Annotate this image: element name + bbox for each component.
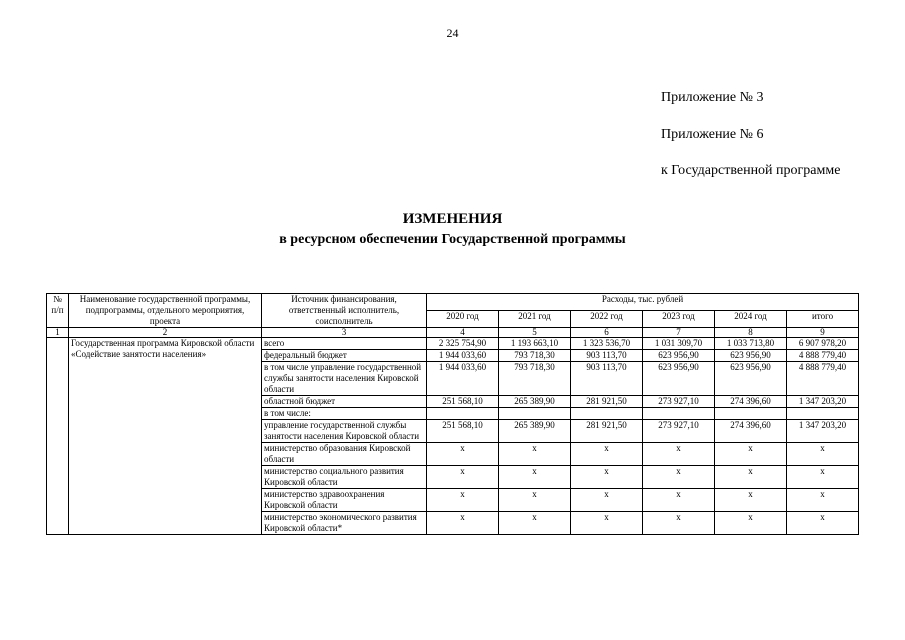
expense-value: 623 956,90: [643, 350, 715, 362]
row-number-cell: [47, 338, 69, 535]
header-year-2022: 2022 год: [571, 311, 643, 328]
funding-source: в том числе управление государственной службы занятости населения Кировской области: [262, 362, 427, 396]
funding-source: федеральный бюджет: [262, 350, 427, 362]
expense-value: х: [427, 512, 499, 535]
expense-value: [787, 408, 859, 420]
document-title: ИЗМЕНЕНИЯ: [402, 211, 503, 227]
expense-value: 903 113,70: [571, 362, 643, 396]
column-number: 9: [787, 328, 859, 338]
expense-value: [571, 408, 643, 420]
column-number: 4: [427, 328, 499, 338]
funding-source: министерство образования Кировской области: [262, 443, 427, 466]
expense-value: х: [643, 489, 715, 512]
expense-value: 1 031 309,70: [643, 338, 715, 350]
expense-value: 1 033 713,80: [715, 338, 787, 350]
expense-value: х: [571, 443, 643, 466]
expense-value: х: [499, 489, 571, 512]
expense-value: х: [427, 489, 499, 512]
funding-source: всего: [262, 338, 427, 350]
expense-value: 623 956,90: [715, 350, 787, 362]
expense-value: х: [427, 466, 499, 489]
expense-value: 274 396,60: [715, 420, 787, 443]
expense-value: х: [499, 466, 571, 489]
expense-value: 251 568,10: [427, 420, 499, 443]
expense-value: 4 888 779,40: [787, 350, 859, 362]
column-number: 3: [262, 328, 427, 338]
expense-value: 1 193 663,10: [499, 338, 571, 350]
expense-value: х: [787, 466, 859, 489]
expense-value: х: [787, 512, 859, 535]
page-number: 24: [446, 26, 459, 40]
expense-value: 1 944 033,60: [427, 362, 499, 396]
expense-value: 793 718,30: [499, 362, 571, 396]
expense-value: 273 927,10: [643, 396, 715, 408]
expense-value: х: [715, 512, 787, 535]
expense-value: 903 113,70: [571, 350, 643, 362]
expense-value: х: [715, 466, 787, 489]
expense-value: [427, 408, 499, 420]
expense-value: х: [787, 443, 859, 466]
expense-value: 265 389,90: [499, 420, 571, 443]
funding-source: областной бюджет: [262, 396, 427, 408]
expense-value: х: [571, 489, 643, 512]
expense-value: х: [787, 489, 859, 512]
expense-value: х: [643, 512, 715, 535]
expense-value: х: [427, 443, 499, 466]
header-name: Наименование государственной программы, подпрограммы, отдельного мероприятия, проекта: [69, 294, 262, 328]
column-number: 8: [715, 328, 787, 338]
funding-source: министерство социального развития Кировской области: [262, 466, 427, 489]
header-year-2021: 2021 год: [499, 311, 571, 328]
expense-value: 623 956,90: [715, 362, 787, 396]
header-source: Источник финансирования, ответственный исполнитель, соисполнитель: [262, 294, 427, 328]
column-number: 2: [69, 328, 262, 338]
appendix-line-1: Приложение № 3: [661, 90, 764, 105]
header-year-2023: 2023 год: [643, 311, 715, 328]
appendix-line-2: Приложение № 6: [661, 127, 764, 142]
expense-value: 623 956,90: [643, 362, 715, 396]
expense-value: 1 347 203,20: [787, 396, 859, 408]
expense-value: 274 396,60: [715, 396, 787, 408]
funding-source: в том числе:: [262, 408, 427, 420]
header-year-2020: 2020 год: [427, 311, 499, 328]
funding-source: управление государственной службы занятости населения Кировской области: [262, 420, 427, 443]
expense-value: 273 927,10: [643, 420, 715, 443]
expense-value: [499, 408, 571, 420]
expense-value: 793 718,30: [499, 350, 571, 362]
expense-value: 281 921,50: [571, 396, 643, 408]
column-number: 1: [47, 328, 69, 338]
column-number: 6: [571, 328, 643, 338]
expense-value: х: [571, 466, 643, 489]
funding-source: министерство здравоохранения Кировской области: [262, 489, 427, 512]
header-num: № п/п: [47, 294, 69, 328]
expense-value: х: [643, 443, 715, 466]
program-name: Государственная программа Кировской области «Содействие занятости населения»: [69, 338, 262, 535]
expense-value: [715, 408, 787, 420]
column-number: 5: [499, 328, 571, 338]
header-total: итого: [787, 311, 859, 328]
expense-value: 251 568,10: [427, 396, 499, 408]
expense-value: 2 325 754,90: [427, 338, 499, 350]
expense-value: х: [499, 443, 571, 466]
table-row: [47, 338, 859, 350]
expense-value: х: [715, 489, 787, 512]
expense-value: 6 907 978,20: [787, 338, 859, 350]
header-year-2024: 2024 год: [715, 311, 787, 328]
header-expenses: Расходы, тыс. рублей: [427, 294, 859, 311]
expense-value: 1 944 033,60: [427, 350, 499, 362]
expense-value: [643, 408, 715, 420]
expense-value: 1 323 536,70: [571, 338, 643, 350]
expense-value: 1 347 203,20: [787, 420, 859, 443]
document-subtitle: в ресурсном обеспечении Государственной программы: [279, 232, 626, 247]
expense-value: 4 888 779,40: [787, 362, 859, 396]
resources-table: [46, 293, 859, 535]
expense-value: х: [643, 466, 715, 489]
appendix-line-3: к Государственной программе: [661, 163, 841, 178]
expense-value: х: [715, 443, 787, 466]
funding-source: министерство экономического развития Кировской области*: [262, 512, 427, 535]
column-number: 7: [643, 328, 715, 338]
expense-value: 281 921,50: [571, 420, 643, 443]
expense-value: х: [571, 512, 643, 535]
expense-value: 265 389,90: [499, 396, 571, 408]
expense-value: х: [499, 512, 571, 535]
